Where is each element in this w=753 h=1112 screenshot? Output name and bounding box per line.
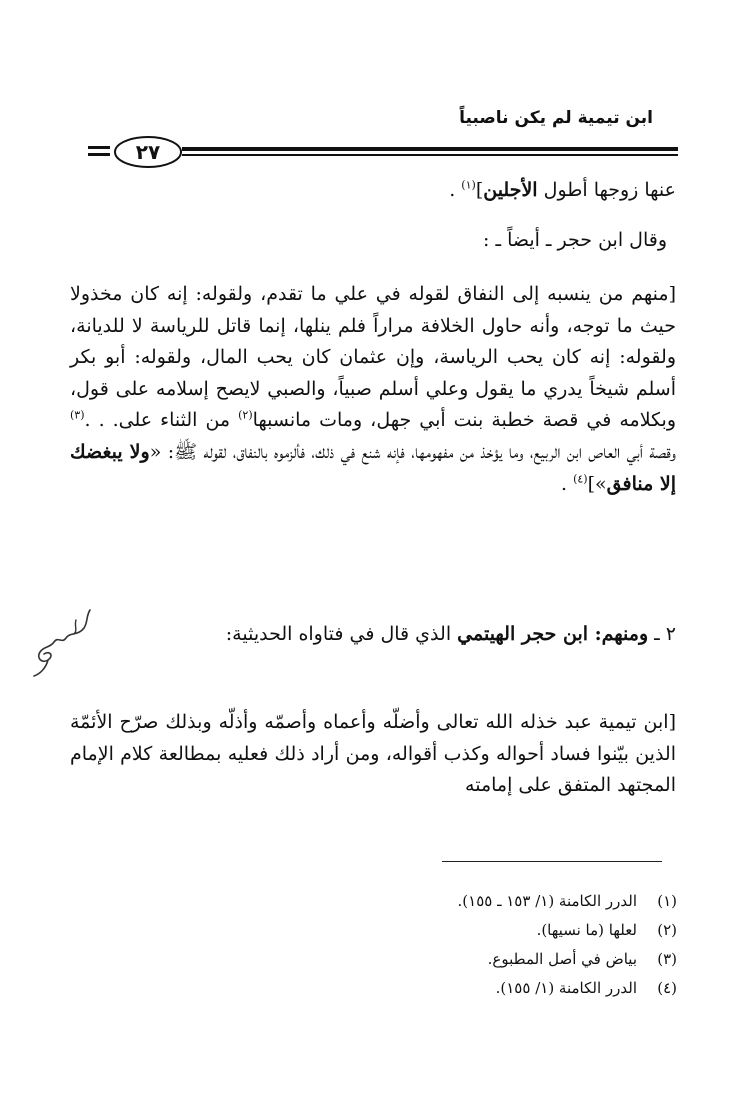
p1-text-c: .: [449, 179, 462, 201]
footnotes-list: [117, 887, 677, 1003]
p3-text-a: [منهم من ينسبه إلى النفاق لقوله في علي ما تقدم، ولقوله: إنه كان مخذولا حيث ما توجه، وأنه حاول الخلافة مراراً فلم ينلها، إنما قاتل للرياسة لا للديانة، ولقوله: إنه كان يحب الرياسة، وإن عثمان كان يحب المال، ولقوله: أبو بكر أسلم شيخاً يدري ما يقول وعلي أسلم صبياً، والصبي لايصح إسلامه على قول، وبكلامه في قصة خطبة بنت أبي جهل، ومات مانسبها: [70, 283, 676, 432]
p3-text-d: »]: [587, 472, 607, 495]
paragraph-2: وقال ابن حجر ـ أيضاً ـ :: [483, 229, 667, 251]
p4-text-b: الذي قال في فتاواه الحديثية:: [225, 623, 458, 645]
footnote-item: [117, 887, 677, 916]
footnote-number: (١): [657, 892, 677, 910]
footnote-number: (٢): [657, 921, 677, 939]
p1-bold: الأجلين: [483, 179, 538, 201]
paragraph-4-heading: [70, 619, 676, 651]
footnote-text: بياض في أصل المطبوع.: [487, 950, 637, 968]
footnote-item: [117, 945, 677, 974]
footnote-item: [117, 916, 677, 945]
running-title: ابن تيمية لم يكن ناصبياً: [459, 108, 653, 128]
handwritten-margin-note: [28, 606, 98, 680]
margin-note-text: الهيتمي: [28, 606, 32, 607]
p3-text-e: .: [560, 472, 574, 495]
footnote-text: لعلها (ما نسيها).: [536, 921, 637, 939]
footnote-number: (٣): [657, 950, 677, 968]
footnote-ref-2[interactable]: (٢): [238, 409, 253, 423]
footnote-text: الدرر الكامنة (١/ ١٥٥).: [495, 979, 637, 997]
footnote-item: [117, 974, 677, 1003]
footnote-ref-1[interactable]: (١): [461, 178, 476, 192]
page-number: ٢٧: [135, 140, 161, 164]
footnote-rule: [442, 861, 662, 862]
p3-text-c: وقصة أبي العاص ابن الربيع، وما يؤخذ من مفهومها، فإنه شنع في ذلك، فألزموه بالنفاق، لقوله ﷺ: «: [149, 440, 676, 463]
footnote-ref-3[interactable]: (٣): [70, 409, 85, 423]
paragraph-3-quote: [70, 279, 676, 500]
p1-text-b: ]: [475, 179, 484, 201]
hadith-quote: ولا يبغضك إلا منافق: [70, 440, 676, 495]
p4-number: ٢ ـ: [648, 623, 676, 645]
paragraph-5-quote: [ابن تيمية عبد خذله الله تعالى وأضلّه وأعماه وأصمّه وأذلّه وبذلك صرّح الأئمّة الذين بيّنوا فساد أحواله وكذب أقواله، ومن أراد ذلك فعليه بمطالعة كلام الإمام المجتهد المتفق على إمامته: [70, 711, 676, 797]
p1-text-a: عنها زوجها أطول: [537, 179, 676, 201]
footnote-text: الدرر الكامنة (١/ ١٥٣ ـ ١٥٥).: [457, 892, 637, 910]
paragraph-1: [70, 175, 676, 207]
p3-text-b: من الثناء على. . .: [84, 409, 239, 432]
footnote-ref-4[interactable]: (٤): [573, 472, 588, 486]
p4-bold: ومنهم: ابن حجر الهيتمي: [457, 623, 649, 645]
footnote-number: (٤): [657, 979, 677, 997]
